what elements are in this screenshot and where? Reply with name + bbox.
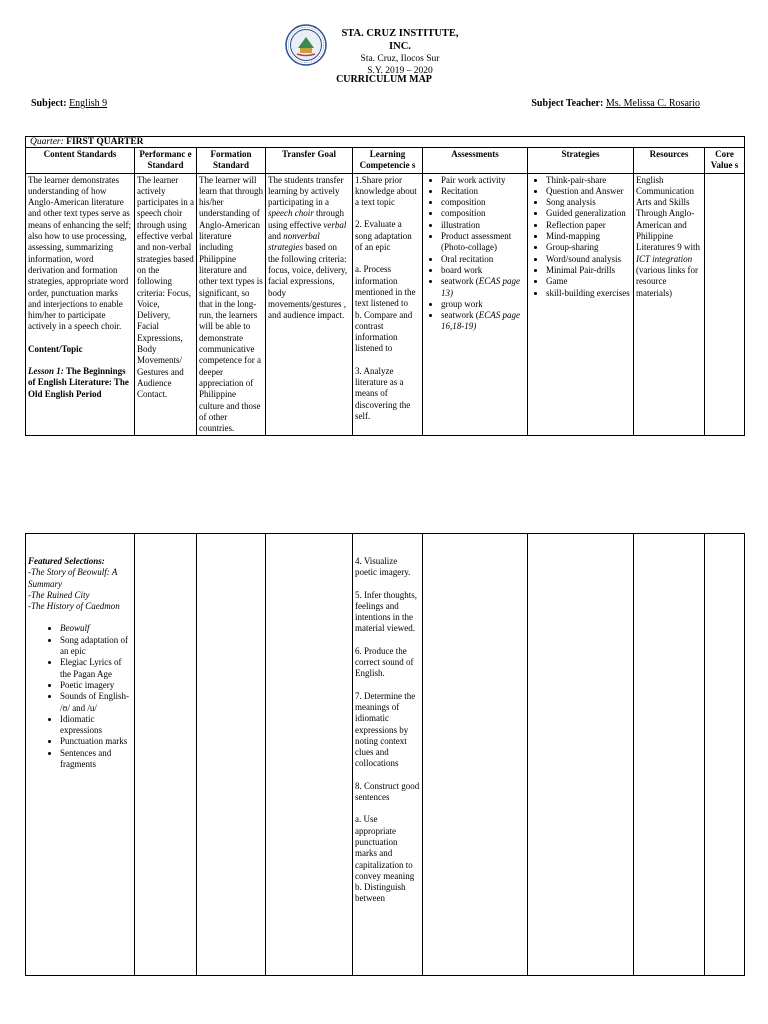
school-header <box>330 27 470 77</box>
quarter-cell <box>26 137 745 148</box>
list-item: • Pair work activity <box>441 175 525 186</box>
seatwork-ref: ECAS page 16,18-19) <box>441 310 520 332</box>
transfer-goal-verbal: verbal <box>323 219 347 230</box>
list-item: • Game <box>546 276 631 287</box>
resources-links: (various links for resource materials) <box>636 264 698 298</box>
core-values-cell <box>705 173 745 436</box>
topics-list <box>28 623 132 770</box>
content-topic-title: Content/Topic <box>28 343 83 354</box>
featured-title: Featured Selections: <box>28 556 105 566</box>
list-item: • Song analysis <box>546 197 631 208</box>
performance-standard-cell: The learner actively participates in a speech choir through using effective verbal and non-verbal strategies based on the following criteria: Focus, Voice, Delivery, Facial Expressions, Body Movements/ Gestures and Audience Contact. <box>135 173 197 436</box>
list-item: • Recitation <box>441 186 525 197</box>
teacher-label: Subject Teacher: <box>531 98 604 109</box>
competency-item: 2. Evaluate a song adaptation of an epic <box>355 219 412 253</box>
competency-item: b. Distinguish between <box>355 882 406 904</box>
school-name: STA. CRUZ INSTITUTE, INC. <box>341 28 459 52</box>
resources-cell <box>634 534 705 976</box>
col-learning-competencies: Learning Competencie s <box>353 148 423 174</box>
competency-item: a. Process information mentioned in the text listened to <box>355 264 416 309</box>
assessments-cell <box>423 534 528 976</box>
strategies-cell <box>528 534 634 976</box>
featured-item: -The Ruined City <box>28 589 90 600</box>
assessments-cell <box>423 173 528 436</box>
col-content-standards: Content Standards <box>26 148 135 174</box>
core-values-cell <box>705 534 745 976</box>
list-item: • skill-building exercises <box>546 288 631 299</box>
list-item: • board work <box>441 265 525 276</box>
curriculum-table-first <box>25 136 745 436</box>
formation-standard-cell <box>197 534 266 976</box>
school-seal-icon <box>285 24 327 66</box>
list-item: • Minimal Pair-drills <box>546 265 631 276</box>
col-formation-standard: Formation Standard <box>197 148 266 174</box>
curriculum-table-continued <box>25 533 745 976</box>
col-strategies: Strategies <box>528 148 634 174</box>
competency-item: 5. Infer thoughts, feelings and intentions in the material viewed. <box>355 589 417 634</box>
col-assessments: Assessments <box>423 148 528 174</box>
col-core-values: Core Value s <box>705 148 745 174</box>
competency-item: a. Use appropriate punctuation marks and capitalization to convey meaning <box>355 814 415 881</box>
list-item: • Think-pair-share <box>546 175 631 186</box>
document-title: CURRICULUM MAP <box>336 74 432 85</box>
list-item: • Idiomatic expressions <box>60 714 132 737</box>
seatwork-prefix: seatwork ( <box>441 310 479 321</box>
list-item: • Word/sound analysis <box>546 254 631 265</box>
list-item: • composition <box>441 208 525 219</box>
resources-text: English Communication Arts and Skills Through Anglo-American and Philippine Literatures 9 with <box>636 174 700 253</box>
subject-line <box>31 98 107 109</box>
transfer-goal-part2: through using effective <box>268 208 344 230</box>
list-item: • Poetic imagery <box>60 680 132 691</box>
list-item: • group work <box>441 299 525 310</box>
table-row <box>26 534 745 976</box>
competency-item: 3. Analyze literature as a means of discovering the self. <box>355 365 411 421</box>
competencies-cell <box>353 173 423 436</box>
lesson-title <box>28 366 132 400</box>
assessments-list <box>425 175 525 333</box>
competencies-cell <box>353 534 423 976</box>
quarter-label: Quarter: <box>30 137 64 147</box>
list-item: • Punctuation marks <box>60 736 132 747</box>
list-item <box>441 276 525 299</box>
list-item: • Sentences and fragments <box>60 748 132 771</box>
featured-item: -The History of Caedmon <box>28 601 120 612</box>
list-item: • composition <box>441 197 525 208</box>
list-item: • Sounds of English- /ʊ/ and /u/ <box>60 691 132 714</box>
header-row <box>26 148 745 174</box>
list-item: • Song adaptation of an epic <box>60 635 132 658</box>
list-item: • Beowulf <box>60 623 132 634</box>
list-item: • Elegiac Lyrics of the Pagan Age <box>60 657 132 680</box>
list-item: • Mind-mapping <box>546 231 631 242</box>
quarter-value: FIRST QUARTER <box>66 137 144 147</box>
competency-item: 4. Visualize poetic imagery. <box>355 556 411 578</box>
lesson-label: Lesson 1: <box>28 366 64 377</box>
list-item: • Question and Answer <box>546 186 631 197</box>
resources-cell <box>634 173 705 436</box>
list-item: • Reflection paper <box>546 220 631 231</box>
teacher-line <box>531 98 700 109</box>
content-standard-text: The learner demonstrates understanding of how Anglo-American literature and other text types serve as means of enhancing the self; also how to use processing, assessing, summarizing information, word derivation and formation strategies, appropriate word order, punctuation marks and interjections to enable him/her to participate actively in a speech choir. <box>28 174 131 332</box>
strategies-cell <box>528 173 634 436</box>
transfer-goal-cell <box>266 534 353 976</box>
featured-item: -The Story of Beowulf: A Summary <box>28 567 118 589</box>
col-resources: Resources <box>634 148 705 174</box>
content-standard-cell <box>26 173 135 436</box>
list-item <box>441 310 525 333</box>
teacher-value: Ms. Melissa C. Rosario <box>605 98 700 109</box>
list-item: • Oral recitation <box>441 254 525 265</box>
col-performance-standard: Performanc e Standard <box>135 148 197 174</box>
resources-ict: ICT integration <box>636 253 693 264</box>
formation-standard-cell: The learner will learn that through his/her understanding of Anglo-American literature including Philippine literature and other text types is significant, so that in the long-run, the learners will be able to demonstrate communicative competence for a deeper appreciation of Philippine culture and those of other countries. <box>197 173 266 436</box>
table-row <box>26 173 745 436</box>
transfer-goal-speech-choir: speech choir <box>268 208 314 219</box>
competency-item: b. Compare and contrast information listened to <box>355 309 413 354</box>
subject-value: English 9 <box>69 98 108 109</box>
seatwork-ref: ECAS page 13) <box>441 276 520 298</box>
performance-standard-cell <box>135 534 197 976</box>
competency-item: 1.Share prior knowledge about a text topic <box>355 174 417 208</box>
transfer-goal-part3: based on the following criteria: focus, voice, delivery, facial expressions, body movements/gestures , and audience impact. <box>268 242 348 321</box>
transfer-goal-cell <box>266 173 353 436</box>
school-address: Sta. Cruz, Ilocos Sur <box>360 54 440 64</box>
list-item: • Product assessment (Photo-collage) <box>441 231 525 254</box>
competency-item: 7. Determine the meanings of idiomatic expressions by noting context clues and collocations <box>355 690 416 769</box>
strategies-list <box>530 175 631 299</box>
list-item: • illustration <box>441 220 525 231</box>
featured-selections-cell <box>26 534 135 976</box>
transfer-goal-part1: The students transfer learning by actively participating in a <box>268 174 344 208</box>
col-transfer-goal: Transfer Goal <box>266 148 353 174</box>
subject-label: Subject: <box>31 98 67 109</box>
lesson-name: The Beginnings of English Literature: The Old English Period <box>28 366 129 399</box>
transfer-goal-and: and <box>268 231 281 242</box>
transfer-goal-nonverbal: nonverbal strategies <box>268 231 320 253</box>
competency-item: 8. Construct good sentences <box>355 780 420 803</box>
school-year: S.Y. 2019 – 2020 <box>367 66 433 76</box>
list-item: • Guided generalization <box>546 208 631 219</box>
seatwork-prefix: seatwork ( <box>441 276 479 287</box>
list-item: • Group-sharing <box>546 242 631 253</box>
competency-item: 6. Produce the correct sound of English. <box>355 645 414 679</box>
quarter-row <box>26 137 745 148</box>
